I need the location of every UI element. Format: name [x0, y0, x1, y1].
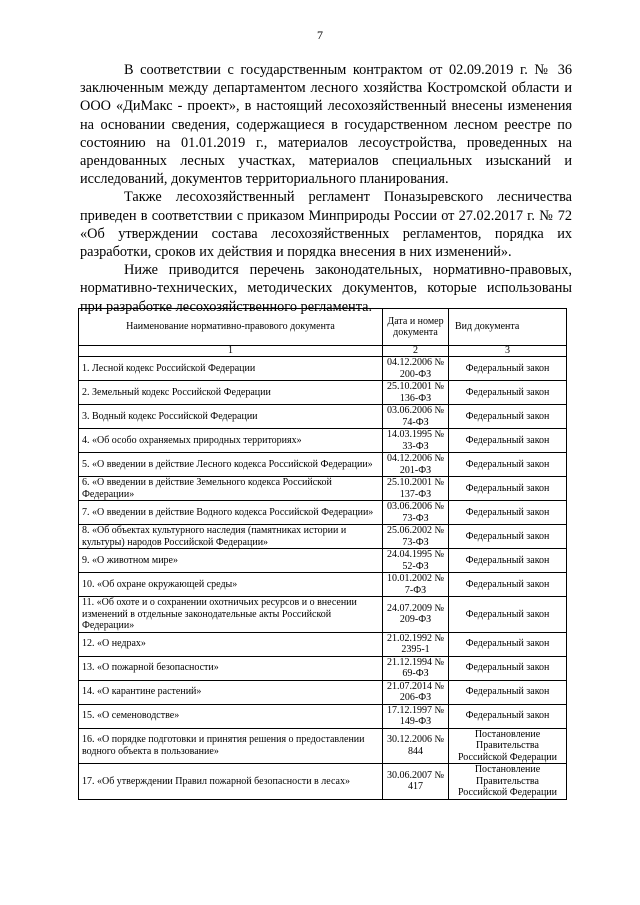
header-name: Наименование нормативно-правового документа — [79, 309, 383, 346]
header-type: Вид документа — [449, 309, 567, 346]
doc-date: 24.04.1995 № 52-ФЗ — [383, 549, 449, 573]
table-row — [79, 453, 567, 477]
table-row — [79, 501, 567, 525]
doc-type: Постановление Правительства Российской Федерации — [449, 728, 567, 764]
column-number-row — [79, 346, 567, 357]
paragraph-list-intro: Ниже приводится перечень законодательных, нормативно-правовых, нормативно-технических, методических документов, которые использованы при разработке лесохозяйственного регламента. — [80, 262, 572, 315]
doc-type: Федеральный закон — [449, 680, 567, 704]
doc-date: 04.12.2006 № 200-ФЗ — [383, 357, 449, 381]
table-row — [79, 405, 567, 429]
table-row — [79, 357, 567, 381]
doc-type: Федеральный закон — [449, 597, 567, 633]
doc-type: Федеральный закон — [449, 453, 567, 477]
doc-name: 4. «Об особо охраняемых природных территориях» — [79, 429, 383, 453]
doc-date: 10.01.2002 № 7-ФЗ — [383, 573, 449, 597]
table-row — [79, 704, 567, 728]
column-number: 2 — [383, 346, 449, 357]
doc-name: 7. «О введении в действие Водного кодекса Российской Федерации» — [79, 501, 383, 525]
doc-type: Федеральный закон — [449, 632, 567, 656]
table-row — [79, 597, 567, 633]
doc-type: Федеральный закон — [449, 381, 567, 405]
doc-date: 03.06.2006 № 73-ФЗ — [383, 501, 449, 525]
doc-name: 12. «О недрах» — [79, 632, 383, 656]
table-row — [79, 764, 567, 800]
doc-name: 15. «О семеноводстве» — [79, 704, 383, 728]
doc-name: 6. «О введении в действие Земельного кодекса Российской Федерации» — [79, 477, 383, 501]
doc-name: 16. «О порядке подготовки и принятия решения о предоставлении водного объекта в пользование» — [79, 728, 383, 764]
doc-name: 3. Водный кодекс Российской Федерации — [79, 405, 383, 429]
doc-date: 04.12.2006 № 201-ФЗ — [383, 453, 449, 477]
doc-date: 17.12.1997 № 149-ФЗ — [383, 704, 449, 728]
table-row — [79, 728, 567, 764]
doc-date: 03.06.2006 № 74-ФЗ — [383, 405, 449, 429]
doc-type: Федеральный закон — [449, 549, 567, 573]
doc-date: 14.03.1995 № 33-ФЗ — [383, 429, 449, 453]
body-text — [80, 61, 572, 316]
table-row — [79, 477, 567, 501]
table-row — [79, 525, 567, 549]
doc-type: Федеральный закон — [449, 357, 567, 381]
doc-date: 25.10.2001 № 136-ФЗ — [383, 381, 449, 405]
doc-name: 9. «О животном мире» — [79, 549, 383, 573]
table-row — [79, 381, 567, 405]
table-row — [79, 656, 567, 680]
paragraph-contract: В соответствии с государственным контрактом от 02.09.2019 г. № 36 заключенным между департаментом лесного хозяйства Костромской области и ООО «ДиМакс - проект», в настоящий лесохозяйственный внесены изменения на основании сведения, содержащиеся в государственном лесном реестре по состоянию на 01.01.2019 г., материалов лесоустройства, проведенных на арендованных лесных участках, материалов специальных изысканий и исследований, документов территориального планирования. — [80, 62, 572, 188]
doc-type: Постановление Правительства Российской Федерации — [449, 764, 567, 800]
doc-name: 8. «Об объектах культурного наследия (памятниках истории и культуры) народов Российской Федерации» — [79, 525, 383, 549]
doc-name: 2. Земельный кодекс Российской Федерации — [79, 381, 383, 405]
table-row — [79, 680, 567, 704]
column-number: 3 — [449, 346, 567, 357]
doc-name: 11. «Об охоте и о сохранении охотничьих ресурсов и о внесении изменений в отдельные законодательные акты Российской Федерации» — [79, 597, 383, 633]
doc-date: 21.02.1992 № 2395-1 — [383, 632, 449, 656]
doc-type: Федеральный закон — [449, 501, 567, 525]
documents-table — [78, 308, 567, 800]
doc-date: 21.07.2014 № 206-ФЗ — [383, 680, 449, 704]
doc-type: Федеральный закон — [449, 656, 567, 680]
page-number: 7 — [317, 28, 323, 42]
header-date: Дата и номер документа — [383, 309, 449, 346]
column-number: 1 — [79, 346, 383, 357]
doc-date: 21.12.1994 № 69-ФЗ — [383, 656, 449, 680]
doc-name: 13. «О пожарной безопасности» — [79, 656, 383, 680]
doc-name: 5. «О введении в действие Лесного кодекса Российской Федерации» — [79, 453, 383, 477]
table-header-row — [79, 309, 567, 346]
doc-type: Федеральный закон — [449, 573, 567, 597]
doc-name: 17. «Об утверждении Правил пожарной безопасности в лесах» — [79, 764, 383, 800]
table-row — [79, 549, 567, 573]
doc-type: Федеральный закон — [449, 405, 567, 429]
doc-date: 25.06.2002 № 73-ФЗ — [383, 525, 449, 549]
doc-type: Федеральный закон — [449, 704, 567, 728]
doc-name: 14. «О карантине растений» — [79, 680, 383, 704]
doc-date: 30.12.2006 № 844 — [383, 728, 449, 764]
table-row — [79, 632, 567, 656]
doc-name: 10. «Об охране окружающей среды» — [79, 573, 383, 597]
doc-date: 30.06.2007 № 417 — [383, 764, 449, 800]
paragraph-regulation: Также лесохозяйственный регламент Поназыревского лесничества приведен в соответствии с приказом Минприроды России от 27.02.2017 г. № 72 «Об утверждении состава лесохозяйственных регламентов, порядка их разработки, сроков их действия и порядка внесения в них изменений». — [80, 189, 572, 261]
doc-date: 24.07.2009 № 209-ФЗ — [383, 597, 449, 633]
doc-name: 1. Лесной кодекс Российской Федерации — [79, 357, 383, 381]
doc-type: Федеральный закон — [449, 429, 567, 453]
doc-type: Федеральный закон — [449, 477, 567, 501]
table-row — [79, 573, 567, 597]
table-row — [79, 429, 567, 453]
doc-type: Федеральный закон — [449, 525, 567, 549]
doc-date: 25.10.2001 № 137-ФЗ — [383, 477, 449, 501]
